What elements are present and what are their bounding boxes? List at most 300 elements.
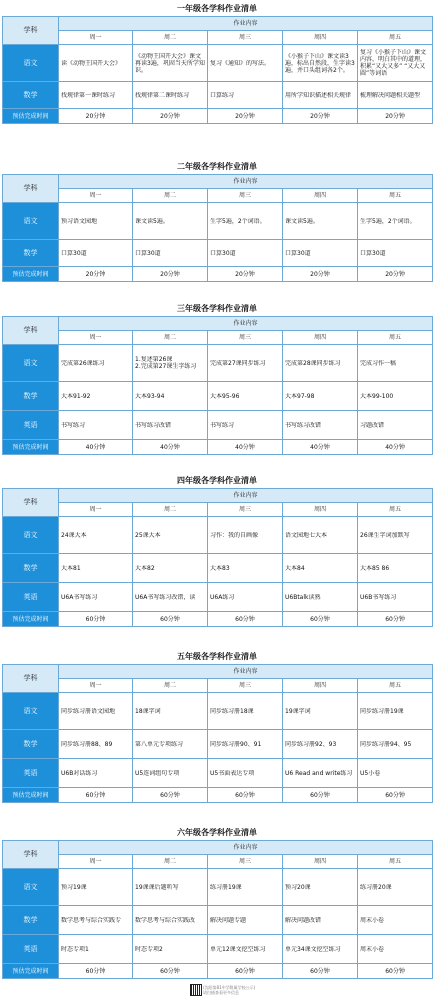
homework-text: 大本84 [285,564,305,572]
day-header: 周四 [283,31,358,45]
estimate-label: 预估完成时间 [3,612,59,627]
homework-text: 解决问题改错 [285,916,322,924]
homework-cell [208,203,283,240]
table-row [3,730,433,759]
subject-header: 学科 [3,841,59,869]
homework-cell [283,345,358,382]
homework-text: 完成第26课练习 [61,359,105,367]
subject-cell: 数学 [3,730,59,759]
homework-text: U6Btalk读熟 [285,593,321,601]
subject-cell: 英语 [3,759,59,788]
day-header: 周五 [358,331,433,345]
homework-cell [59,517,133,554]
homework-cell [59,382,133,411]
day-header: 周五 [358,855,433,869]
homework-cell [133,693,208,730]
estimate-cell: 60分钟 [283,612,358,627]
estimate-cell: 20分钟 [133,267,208,282]
homework-text: 口算30道 [61,249,87,257]
homework-text: 大本97-98 [285,392,315,400]
estimate-cell: 60分钟 [283,964,358,979]
day-header: 周三 [208,189,283,203]
homework-cell [358,411,433,440]
homework-text: 25课大本 [135,531,161,539]
footer-line2: 请扫描查看更多信息 [203,990,239,995]
homework-cell [283,693,358,730]
homework-cell [133,203,208,240]
homework-text: U6 Read and write练习 [285,769,353,777]
homework-cell [59,583,133,612]
homework-text: 同步练习册90、91 [210,740,262,748]
header-row [3,317,433,331]
subject-cell: 英语 [3,583,59,612]
homework-header: 作业内容 [59,665,433,679]
grade-block-2 [2,160,432,282]
homework-text: 书写练习改错 [135,421,172,429]
estimate-cell: 20分钟 [59,267,133,282]
table-row [3,345,433,382]
homework-cell [283,45,358,82]
estimate-cell: 60分钟 [59,612,133,627]
day-header: 周一 [59,503,133,517]
homework-cell [283,869,358,906]
day-header: 周二 [133,31,208,45]
homework-text: 18课字词 [135,707,161,715]
homework-cell [208,382,283,411]
homework-cell [59,411,133,440]
homework-text: 同步练习册88、89 [61,740,113,748]
homework-cell [358,935,433,964]
homework-header: 作业内容 [59,17,433,31]
homework-cell [283,203,358,240]
homework-text: 单元12课文挖空练习 [210,945,266,953]
estimate-cell: 40分钟 [283,440,358,455]
estimate-cell: 60分钟 [208,964,283,979]
homework-cell [133,554,208,583]
estimate-cell: 20分钟 [208,267,283,282]
subject-cell: 英语 [3,411,59,440]
estimate-cell: 40分钟 [59,440,133,455]
homework-cell [59,759,133,788]
estimate-cell: 20分钟 [283,267,358,282]
day-header: 周三 [208,503,283,517]
header-row [3,175,433,189]
table-row [3,759,433,788]
homework-table [2,16,433,124]
grade-block-4 [2,474,432,627]
grade-title: 三年级各学科作业清单 [177,304,257,313]
homework-text: U6A书写练习改错，读 [135,593,196,601]
homework-text: U6B书写练习 [360,593,397,601]
day-header: 周三 [208,331,283,345]
homework-cell [283,240,358,267]
header-row [3,489,433,503]
homework-cell [358,382,433,411]
homework-cell [358,759,433,788]
grade-block-6 [2,826,432,979]
homework-cell [358,45,433,82]
homework-header: 作业内容 [59,175,433,189]
subject-cell: 数学 [3,240,59,267]
homework-cell [59,240,133,267]
day-header: 周二 [133,503,208,517]
homework-cell [208,693,283,730]
homework-text: 数学思考与综合实践专 [61,916,122,924]
table-row [3,869,433,906]
homework-text: 习作：我的自画像 [210,531,259,539]
homework-cell [133,869,208,906]
homework-cell [59,82,133,109]
homework-cell [208,517,283,554]
table-row [3,45,433,82]
homework-cell [208,869,283,906]
homework-text: 周末小卷 [360,916,385,924]
homework-cell [283,730,358,759]
homework-cell [133,935,208,964]
homework-cell [283,583,358,612]
estimate-cell: 60分钟 [208,612,283,627]
estimate-cell: 60分钟 [283,788,358,803]
homework-header: 作业内容 [59,317,433,331]
qr-code-icon [190,984,202,996]
homework-text: 复习《小猴子下山》课文内容，明白其中的道理，积累“又大又多” “又大又圆”等词语 [360,49,427,77]
homework-text: U5连词组句专项 [135,769,180,777]
homework-text: 1.复述第26课 2.完成第27课生字练习 [135,356,197,370]
estimate-cell: 20分钟 [133,109,208,124]
homework-cell [133,583,208,612]
homework-text: 预习语文园地 [61,217,98,225]
homework-text: 同步练习册18课 [210,707,254,715]
homework-cell [283,759,358,788]
homework-text: 大本85 86 [360,564,390,572]
homework-cell [59,345,133,382]
subject-cell: 语文 [3,45,59,82]
homework-text: 同步练习册94、95 [360,740,412,748]
homework-cell [133,906,208,935]
day-header: 周二 [133,331,208,345]
homework-text: 19课字词 [285,707,311,715]
estimate-cell: 20分钟 [59,109,133,124]
homework-text: 同步练习册92、93 [285,740,337,748]
day-header: 周四 [283,855,358,869]
day-header-row [3,503,433,517]
day-header: 周二 [133,189,208,203]
homework-cell [133,240,208,267]
homework-cell [59,935,133,964]
homework-cell [59,554,133,583]
homework-cell [208,82,283,109]
homework-cell [358,583,433,612]
estimate-cell: 60分钟 [133,788,208,803]
homework-cell [358,82,433,109]
homework-cell [133,517,208,554]
homework-cell [283,517,358,554]
homework-cell [208,935,283,964]
homework-cell [133,411,208,440]
estimate-row [3,964,433,979]
subject-cell: 数学 [3,554,59,583]
homework-text: 大本93-94 [135,392,165,400]
day-header-row [3,679,433,693]
table-row [3,693,433,730]
homework-text: 完成习作一稿 [360,359,397,367]
homework-text: 同步练习册语文园地 [61,707,116,715]
homework-text: 《动物王国开大会》课文再读3遍，巩固当天所学知识。 [135,52,205,74]
subject-cell: 语文 [3,869,59,906]
estimate-row [3,612,433,627]
homework-text: 找规律第一课时练习 [61,91,116,99]
estimate-row [3,788,433,803]
header-row [3,17,433,31]
estimate-cell: 60分钟 [133,964,208,979]
homework-text: 课文读5遍。 [285,217,319,225]
homework-text: 时态专项2 [135,945,163,953]
homework-text: 口算30道 [135,249,161,257]
day-header: 周四 [283,189,358,203]
estimate-cell: 20分钟 [208,109,283,124]
footer [190,984,270,996]
table-row [3,203,433,240]
day-header: 周一 [59,855,133,869]
estimate-cell: 20分钟 [358,109,433,124]
estimate-cell: 60分钟 [208,788,283,803]
grade-title: 四年级各学科作业清单 [177,476,257,485]
subject-cell: 数学 [3,382,59,411]
homework-cell [133,345,208,382]
homework-text: 完成第28课同步练习 [285,359,341,367]
homework-cell [133,45,208,82]
homework-cell [59,693,133,730]
homework-text: U5书面表达专项 [210,769,255,777]
subject-cell: 语文 [3,203,59,240]
homework-text: 语文园地七大本 [285,531,328,539]
day-header: 周一 [59,331,133,345]
subject-header: 学科 [3,665,59,693]
estimate-label: 预估完成时间 [3,440,59,455]
homework-text: 解决问题专题 [210,916,247,924]
table-row [3,517,433,554]
homework-text: 预习19课 [61,883,87,891]
homework-text: 时态专项1 [61,945,89,953]
homework-text: 大本82 [135,564,155,572]
homework-text: 口算30道 [285,249,311,257]
day-header: 周四 [283,331,358,345]
estimate-cell: 60分钟 [358,964,433,979]
homework-text: 口算练习 [210,91,235,99]
homework-text: 找规律第二课时练习 [135,91,190,99]
grade-title: 一年级各学科作业清单 [177,4,257,13]
estimate-cell: 40分钟 [208,440,283,455]
homework-cell [59,730,133,759]
table-row [3,554,433,583]
header-row [3,841,433,855]
estimate-cell: 40分钟 [358,440,433,455]
day-header: 周一 [59,189,133,203]
homework-text: 练习册19课 [210,883,242,891]
homework-text: 大本81 [61,564,81,572]
grade-block-5 [2,650,432,803]
homework-text: 读《动物王国开大会》 [61,59,122,67]
homework-text: 书写练习改错 [285,421,322,429]
homework-cell [133,730,208,759]
homework-cell [283,411,358,440]
estimate-label: 预估完成时间 [3,267,59,282]
subject-header: 学科 [3,17,59,45]
estimate-row [3,109,433,124]
homework-cell [208,730,283,759]
subject-header: 学科 [3,317,59,345]
homework-cell [358,906,433,935]
homework-text: 梳理解决问题相关题型 [360,91,421,99]
homework-text: 大本95-96 [210,392,240,400]
estimate-cell: 60分钟 [59,964,133,979]
homework-text: 周末小卷 [360,945,385,953]
day-header: 周一 [59,31,133,45]
estimate-cell: 20分钟 [283,109,358,124]
day-header-row [3,189,433,203]
grade-block-3 [2,302,432,455]
homework-table [2,840,433,979]
homework-text: 书写练习 [61,421,86,429]
homework-cell [59,203,133,240]
homework-cell [208,411,283,440]
homework-text: 大本91-92 [61,392,91,400]
day-header: 周五 [358,31,433,45]
day-header: 周五 [358,679,433,693]
subject-header: 学科 [3,489,59,517]
homework-cell [358,554,433,583]
homework-text: 用所学知识描述相关规律 [285,91,352,99]
subject-cell: 英语 [3,935,59,964]
homework-cell [358,693,433,730]
homework-cell [133,382,208,411]
homework-cell [283,382,358,411]
table-row [3,382,433,411]
day-header-row [3,331,433,345]
homework-cell [208,45,283,82]
subject-cell: 语文 [3,517,59,554]
day-header: 周三 [208,31,283,45]
homework-text: 同步练习册19课 [360,707,404,715]
day-header: 周五 [358,189,433,203]
estimate-cell: 60分钟 [133,612,208,627]
day-header: 周三 [208,679,283,693]
footer-line1: (沈阳第81中学附属学校公示) [203,985,256,990]
subject-cell: 数学 [3,82,59,109]
homework-text: 课文读5遍。 [135,217,169,225]
homework-text: 19课课后题听写 [135,883,179,891]
homework-cell [208,906,283,935]
grade-block-1 [2,2,432,124]
homework-cell [358,730,433,759]
homework-text: U6A书写练习 [61,593,98,601]
table-row [3,906,433,935]
day-header: 周二 [133,679,208,693]
homework-cell [208,759,283,788]
table-row [3,935,433,964]
homework-text: 生字5遍，2个词语。 [360,217,416,225]
homework-text: 24课大本 [61,531,87,539]
homework-cell [59,869,133,906]
homework-text: 单元34课文挖空练习 [285,945,341,953]
homework-cell [283,935,358,964]
homework-cell [283,554,358,583]
homework-header: 作业内容 [59,489,433,503]
homework-cell [358,203,433,240]
homework-text: 大本99-100 [360,392,394,400]
homework-cell [133,759,208,788]
subject-cell: 语文 [3,345,59,382]
homework-text: 口算30道 [360,249,386,257]
homework-text: U6B对话练习 [61,769,98,777]
homework-text: 数学思考与综合实践改 [135,916,196,924]
estimate-row [3,440,433,455]
homework-text: 大本83 [210,564,230,572]
estimate-label: 预估完成时间 [3,109,59,124]
homework-text: 26课生字词加默写 [360,531,410,539]
day-header: 周二 [133,855,208,869]
homework-cell [358,869,433,906]
homework-text: 《小猴子下山》课文读3遍，标出自然段，生字读3遍，并口头组词各2个。 [285,52,355,74]
homework-cell [133,82,208,109]
estimate-cell: 20分钟 [358,267,433,282]
day-header-row [3,31,433,45]
homework-text: 书写练习 [210,421,235,429]
homework-text: 习题改错 [360,421,385,429]
grade-title: 五年级各学科作业清单 [177,652,257,661]
homework-cell [208,240,283,267]
subject-cell: 数学 [3,906,59,935]
homework-cell [208,345,283,382]
estimate-cell: 40分钟 [133,440,208,455]
homework-text: 练习册20课 [360,883,392,891]
homework-cell [59,45,133,82]
homework-table [2,664,433,803]
homework-table [2,316,433,455]
table-row [3,82,433,109]
subject-header: 学科 [3,175,59,203]
homework-text: 复习《通知》的写法。 [210,59,271,67]
grade-title: 二年级各学科作业清单 [177,162,257,171]
homework-cell [59,906,133,935]
homework-header: 作业内容 [59,841,433,855]
table-row [3,583,433,612]
homework-text: U6A练习 [210,593,235,601]
homework-cell [283,82,358,109]
day-header-row [3,855,433,869]
table-row [3,411,433,440]
homework-text: 口算30道 [210,249,236,257]
day-header: 周三 [208,855,283,869]
homework-cell [358,345,433,382]
homework-cell [283,906,358,935]
homework-table [2,174,433,282]
homework-cell [358,517,433,554]
homework-cell [208,554,283,583]
homework-text: 完成第27课同步练习 [210,359,266,367]
homework-cell [208,583,283,612]
estimate-cell: 60分钟 [358,788,433,803]
estimate-cell: 60分钟 [59,788,133,803]
estimate-row [3,267,433,282]
homework-text: U5小卷 [360,769,381,777]
day-header: 周一 [59,679,133,693]
homework-table [2,488,433,627]
table-row [3,240,433,267]
subject-cell: 语文 [3,693,59,730]
homework-text: 生字5遍，2个词语。 [210,217,266,225]
homework-cell [358,240,433,267]
